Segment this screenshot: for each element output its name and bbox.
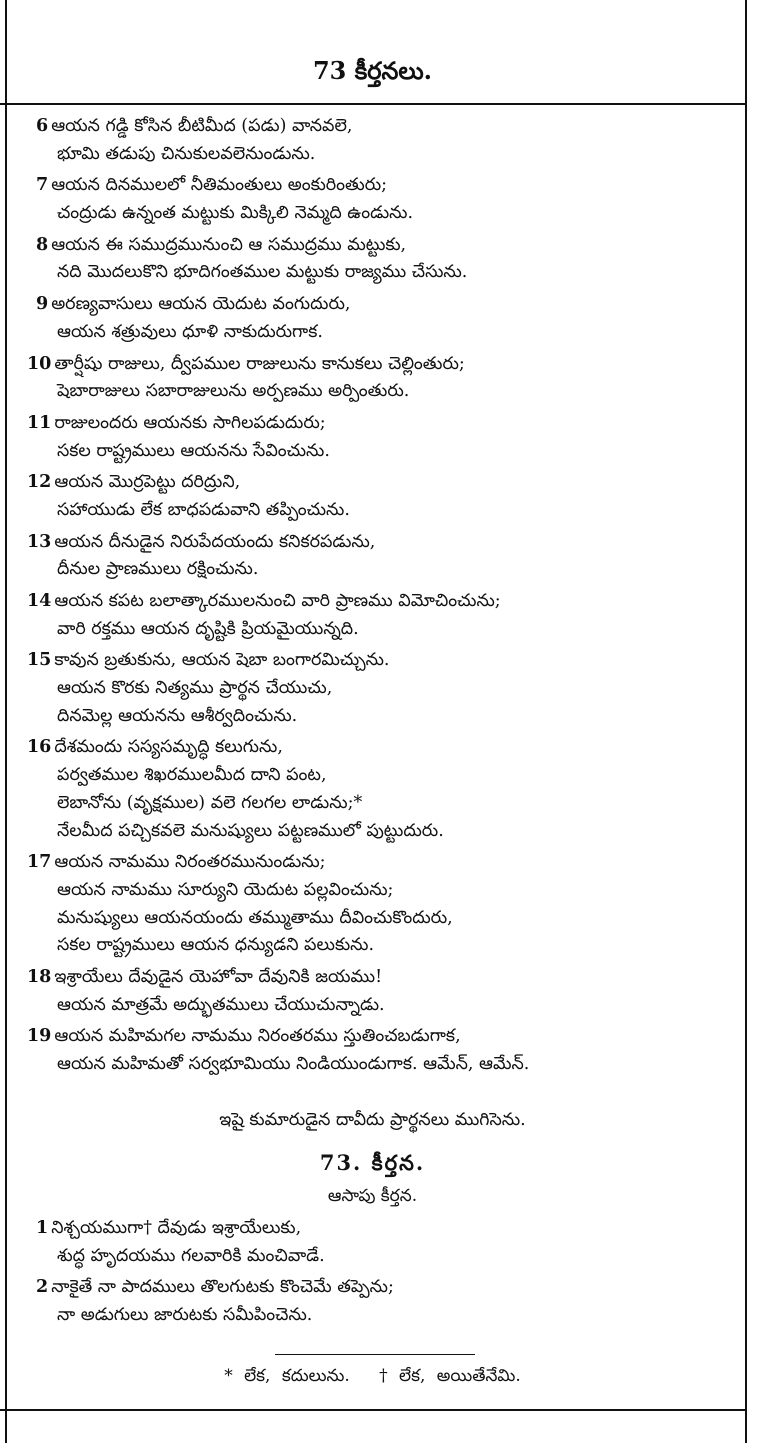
verse-number: 12: [27, 472, 52, 493]
verse-number: 15: [27, 650, 52, 671]
verse-line: భూమి తడుపు చినుకులవలెనుండును.: [57, 143, 316, 164]
footnotes: [0, 1366, 745, 1390]
verse-number: 18: [27, 966, 52, 987]
verse-number: 10: [27, 353, 52, 374]
verse: [0, 734, 745, 845]
verse-line: [0, 1274, 745, 1302]
verse-line: [0, 232, 745, 260]
verse-text: ఆయన దినములలో నీతిమంతులు అంకురింతురు;: [51, 175, 388, 196]
verse: [0, 529, 745, 584]
footnote: * లేక, కదులును.: [224, 1366, 350, 1386]
psalm-verse-list: [0, 1215, 745, 1334]
verse-line: ఆయన శత్రువులు ధూళి నాకుదురుగాక.: [57, 321, 323, 342]
verse-number: 7: [36, 175, 49, 196]
verse: [0, 1274, 745, 1329]
verse-line: [0, 291, 745, 319]
verse-line: పర్వతముల శిఖరములమీద దాని పంట,: [57, 765, 327, 786]
verse-line: ఆయన మాత్రమే అద్భుతములు చేయుచున్నాడు.: [57, 994, 385, 1015]
verse-number: 2: [36, 1277, 49, 1298]
verse: [0, 1023, 745, 1078]
verse: [0, 647, 745, 730]
verse: [0, 113, 745, 168]
bottom-rule: [0, 1409, 745, 1411]
verse: [0, 232, 745, 287]
verse-line: నది మొదలుకొని భూదిగంతముల మట్టుకు రాజ్యము చేసును.: [57, 262, 468, 283]
verse: [0, 410, 745, 465]
verse-line: లెబానోను (వృక్షముల) వలె గలగల లాడును;*: [57, 792, 363, 813]
verse-number: 17: [27, 852, 52, 873]
verse: [0, 849, 745, 960]
verse-line: [0, 734, 745, 762]
psalm-subtitle: ఆసాపు కీర్తన.: [327, 1186, 418, 1206]
verse-number: 8: [36, 234, 49, 255]
verse-list: [0, 113, 745, 1083]
footnote: † లేక, అయితేనేమి.: [379, 1366, 521, 1386]
header-rule: [0, 103, 745, 105]
verse: [0, 964, 745, 1019]
verse-text: అరణ్యవాసులు ఆయన యెదుట వంగుదురు,: [51, 294, 351, 315]
verse-line: దినమెల్ల ఆయనను ఆశీర్వదించును.: [57, 705, 298, 726]
verse-line: [0, 172, 745, 200]
page-header: 73 కీర్తనలు.: [312, 56, 433, 85]
verse-line: మనుష్యులు ఆయనయందు తమ్ముతాము దీవించుకొందురు,: [57, 907, 453, 928]
verse-line: సహాయుడు లేక బాధపడువాని తప్పించును.: [57, 499, 350, 520]
verse-text: ఆయన దీనుడైన నిరుపేదయందు కనికరపడును,: [54, 531, 376, 552]
verse-number: 6: [36, 116, 49, 136]
verse-line: షెబారాజులు సబారాజులును అర్పణము అర్పింతురు.: [57, 381, 410, 402]
verse-line: [0, 647, 745, 675]
verse-line: [0, 964, 745, 992]
verse-text: నాకైతే నా పాదములు తొలగుటకు కొంచెమే తప్పెను;: [51, 1277, 394, 1298]
psalm-heading: 73. కీర్తన.: [319, 1150, 426, 1175]
verse-line: నేలమీద పచ్చికవలె మనుష్యులు పట్టణములో పుట్టుదురు.: [57, 820, 444, 841]
verse-number: 14: [27, 591, 52, 611]
verse-line: [0, 113, 745, 141]
verse-text: ఆయన కపట బలాత్కారములనుంచి వారి ప్రాణము విమోచించును;: [54, 591, 501, 611]
verse-text: ఆయన మహిమగల నామము నిరంతరము స్తుతించబడుగాక,: [54, 1026, 461, 1047]
verse-line: [0, 849, 745, 877]
verse-text: దేశమందు సస్యసమృద్ధి కలుగును,: [54, 737, 283, 758]
verse-line: చంద్రుడు ఉన్నంత మట్టుకు మిక్కిలి నెమ్మది ఉండును.: [57, 203, 414, 224]
verse-line: [0, 1023, 745, 1051]
verse-line: [0, 1215, 745, 1243]
right-border-rule: [745, 0, 747, 1443]
verse-text: ఆయన ఈ సముద్రమునుంచి ఆ సముద్రము మట్టుకు,: [51, 234, 407, 255]
verse-number: 19: [27, 1026, 52, 1047]
verse-line: ఆయన నామము సూర్యుని యెదుట పల్లవించును;: [57, 879, 394, 900]
verse-text: కావున బ్రతుకును, ఆయన షెబా బంగారమిచ్చును.: [54, 650, 390, 671]
verse-line: [0, 410, 745, 438]
verse: [0, 351, 745, 406]
verse: [0, 172, 745, 227]
verse-line: నా అడుగులు జారుటకు సమీపించెను.: [57, 1305, 313, 1326]
verse-line: శుద్ధ హృదయము గలవారికి మంచివాడే.: [57, 1245, 325, 1266]
verse-text: ఇశ్రాయేలు దేవుడైన యెహోవా దేవునికి జయము!: [54, 966, 383, 987]
verse-text: నిశ్చయముగా† దేవుడు ఇశ్రాయేలుకు,: [51, 1218, 302, 1238]
verse-line: దీనుల ప్రాణములు రక్షించును.: [57, 559, 259, 580]
verse-line: ఆయన కొరకు నిత్యము ప్రార్థన చేయుచు,: [57, 678, 333, 699]
verse-number: 11: [27, 412, 52, 433]
verse-line: [0, 469, 745, 497]
verse-line: సకల రాష్ట్రములు ఆయన ధన్యుడని పలుకును.: [57, 935, 375, 956]
verse-text: ఆయన నామము నిరంతరమునుండును;: [54, 852, 326, 873]
verse: [0, 588, 745, 643]
verse: [0, 291, 745, 346]
verse-line: వారి రక్తము ఆయన దృష్టికి ప్రియమైయున్నది.: [57, 618, 359, 639]
verse-line: సకల రాష్ట్రములు ఆయనను సేవించును.: [57, 440, 330, 461]
verse-number: 13: [27, 531, 52, 552]
verse-text: రాజులందరు ఆయనకు సాగిలపడుదురు;: [54, 412, 326, 433]
verse-text: తార్షీషు రాజులు, ద్వీపముల రాజులును కానుకలు చెల్లింతురు;: [54, 353, 465, 374]
footnote-rule: [275, 1354, 475, 1355]
colophon: ఇషై కుమారుడైన దావీదు ప్రార్థనలు ముగిసెను.: [219, 1110, 526, 1130]
verse: [0, 1215, 745, 1270]
verse-number: 1: [36, 1218, 49, 1238]
verse-line: [0, 529, 745, 557]
verse-text: ఆయన మొర్రపెట్టు దరిద్రుని,: [54, 472, 241, 493]
verse-line: ఆయన మహిమతో సర్వభూమియు నిండియుండుగాక. ఆమేన్, ఆమేన్.: [57, 1054, 530, 1074]
verse: [0, 469, 745, 524]
verse-number: 9: [36, 294, 49, 315]
verse-text: ఆయన గడ్డి కోసిన బీటిమీద (పడు) వానవలె,: [51, 116, 353, 136]
verse-line: [0, 588, 745, 616]
verse-number: 16: [27, 737, 52, 758]
verse-line: [0, 351, 745, 379]
